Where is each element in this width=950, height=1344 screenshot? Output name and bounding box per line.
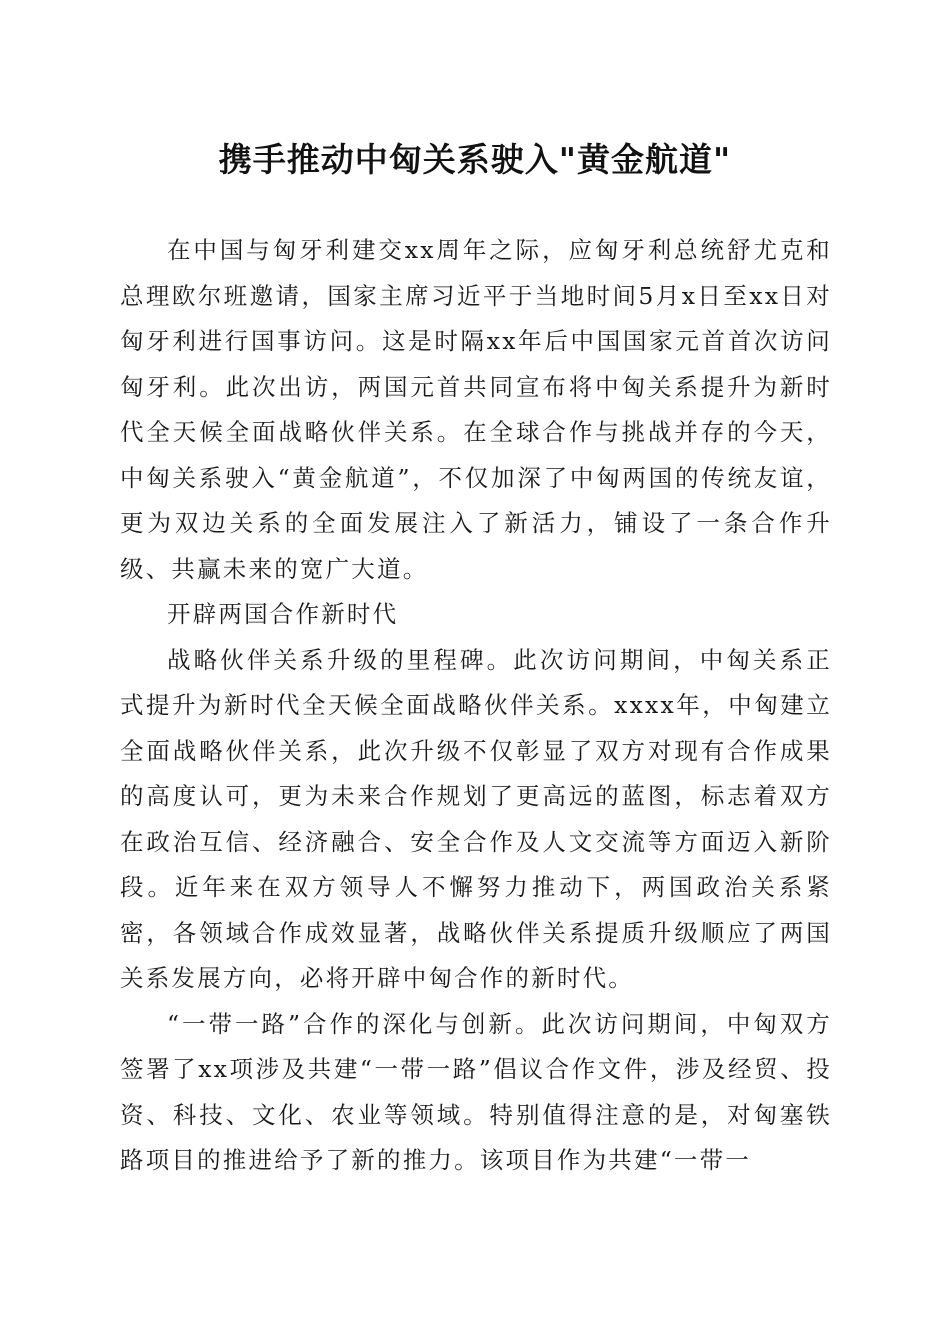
paragraph-belt-and-road: “一带一路”合作的深化与创新。此次访问期间，中匈双方签署了xx项涉及共建“一带一路”倡议合作文件，涉及经贸、投资、科技、文化、农业等领域。特别值得注意的是，对匈塞铁路项目的推进给予了新的推力。该项目作为共建“一带一 bbox=[120, 1009, 832, 1174]
section-heading: 开辟两国合作新时代 bbox=[167, 600, 399, 628]
document-title: 携手推动中匈关系驶入"黄金航道" bbox=[218, 140, 732, 179]
paragraph-strategic-partnership: 战略伙伴关系升级的里程碑。此次访问期间，中匈关系正式提升为新时代全天候全面战略伙伴关系。xxxx年，中匈建立全面战略伙伴关系，此次升级不仅彰显了双方对现有合作成果的高度认可，更为未来合作规划了更高远的蓝图，标志着双方在政治互信、经济融合、安全合作及人文交流等方面迈入新阶段。近年来在双方领导人不懈努力推动下，两国政治关系紧密，各领域合作成效显著，战略伙伴关系提质升级顺应了两国关系发展方向，必将开辟中匈合作的新时代。 bbox=[120, 645, 832, 992]
document-body bbox=[120, 228, 832, 1184]
paragraph-intro: 在中国与匈牙利建交xx周年之际，应匈牙利总统舒尤克和总理欧尔班邀请，国家主席习近平于当地时间5月x日至xx日对匈牙利进行国事访问。这是时隔xx年后中国国家元首首次访问匈牙利。此次出访，两国元首共同宣布将中匈关系提升为新时代全天候全面战略伙伴关系。在全球合作与挑战并存的今天，中匈关系驶入“黄金航道”，不仅加深了中匈两国的传统友谊，更为双边关系的全面发展注入了新活力，铺设了一条合作升级、共赢未来的宽广大道。 bbox=[120, 236, 832, 583]
